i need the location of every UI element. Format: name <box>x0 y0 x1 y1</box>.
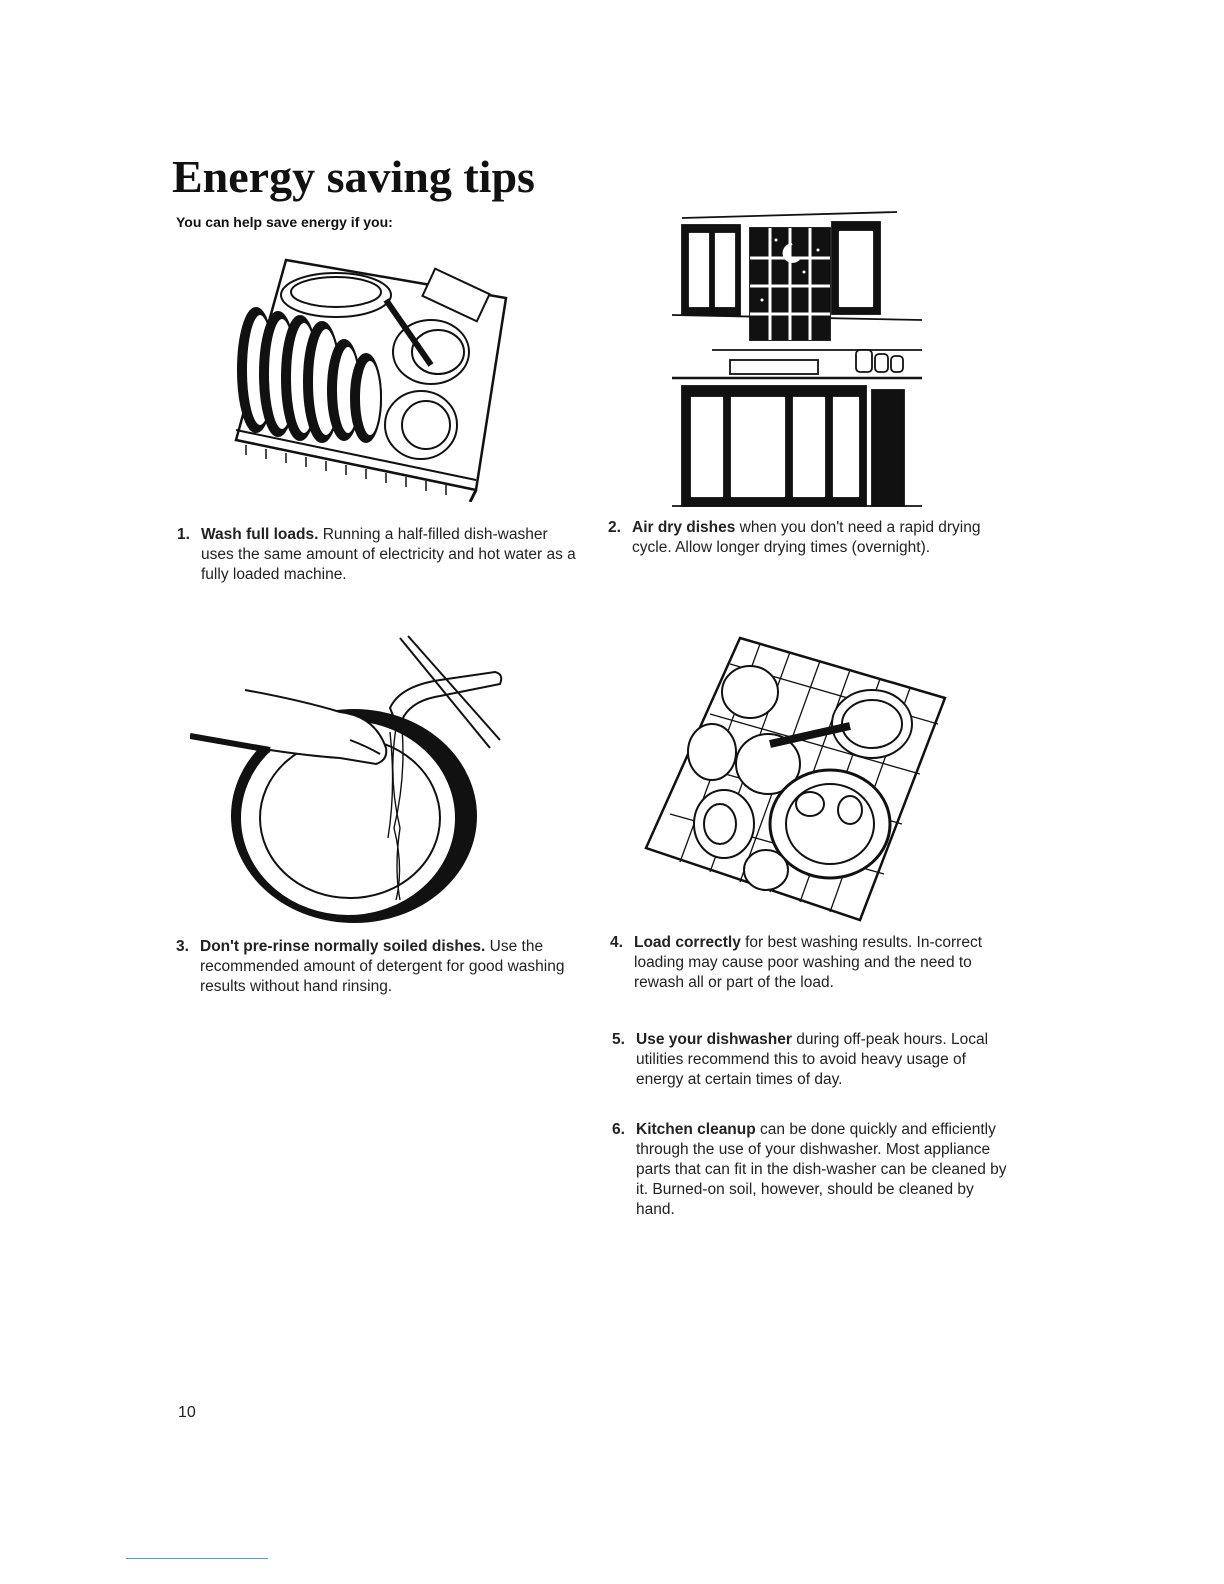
tip-6 <box>612 1120 1012 1220</box>
tip-number: 3. <box>176 938 189 955</box>
tip-lead: Don't pre-rinse normally soiled dishes. <box>200 938 486 955</box>
tip-text: during off-peak hours. Local utilities recommend this to avoid heavy usage of energy at certain times of day. <box>636 1031 989 1088</box>
footer-rule <box>126 1558 268 1559</box>
tip-text: can be done quickly and efficiently through the use of your dishwasher. Most appliance parts that can fit in the dish-washer can be cleaned by it. Burned-on soil, however, should be cleaned by hand. <box>636 1121 1007 1218</box>
kitchen-window-night-icon <box>672 210 928 512</box>
tip-number: 2. <box>608 519 621 536</box>
dish-rack-full-load-icon <box>226 240 516 502</box>
tip-lead: Load correctly <box>634 934 741 951</box>
tip-text: Running a half-filled dish-washer uses the same amount of electricity and hot water as a fully loaded machine. <box>201 526 576 583</box>
tip-3 <box>176 937 578 997</box>
tip-number: 6. <box>612 1121 625 1138</box>
tip-text: for best washing results. In-correct loading may cause poor washing and the need to rewash all or part of the load. <box>634 934 983 991</box>
tip-number: 5. <box>612 1031 625 1048</box>
tip-number: 1. <box>177 526 190 543</box>
page-title: Energy saving tips <box>172 151 535 202</box>
page-number: 10 <box>178 1404 196 1421</box>
tip-lead: Air dry dishes <box>632 519 736 536</box>
tip-text: Use the recommended amount of detergent for good washing results without hand rinsing. <box>200 938 565 995</box>
page-subtitle: You can help save energy if you: <box>176 214 393 230</box>
hand-rinsing-plate-icon <box>190 628 512 928</box>
tip-1 <box>177 525 577 585</box>
tip-4 <box>610 933 1010 993</box>
tip-text: when you don't need a rapid drying cycle. Allow longer drying times (overnight). <box>632 519 981 556</box>
tip-lead: Wash full loads. <box>201 526 319 543</box>
tip-lead: Use your dishwasher <box>636 1031 792 1048</box>
tip-5 <box>612 1030 1012 1090</box>
tip-2 <box>608 518 1008 558</box>
tip-lead: Kitchen cleanup <box>636 1121 756 1138</box>
tip-number: 4. <box>610 934 623 951</box>
loaded-lower-rack-icon <box>640 634 952 924</box>
